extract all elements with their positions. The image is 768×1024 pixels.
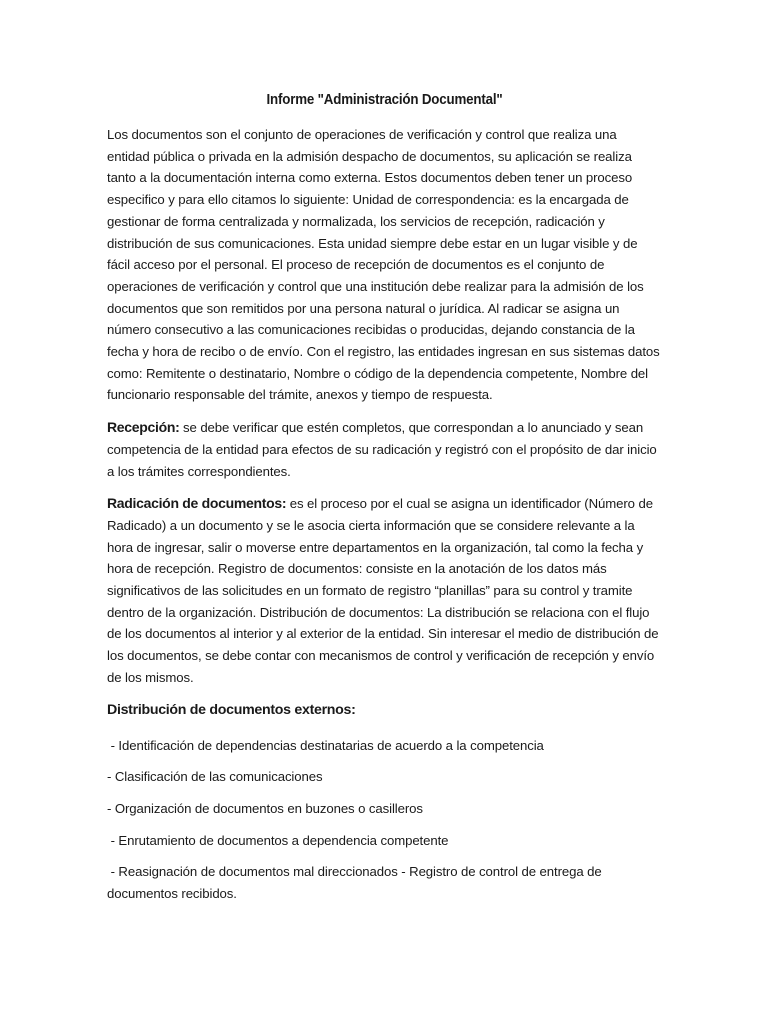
- document-title: Informe "Administración Documental": [266, 92, 503, 108]
- radicacion-text: es el proceso por el cual se asigna un identificador (Número de Radicado) a un documento y se le asocia cierta información que se considere relevante a la hora de ingresar, salir o moverse entre departamentos en la organización, tal como la fecha y hora de recepción. Registro de documentos: consiste en la anotación de los datos más significativos de las solicitudes en un formato de registro “planillas” para su control y tramite dentro de la organización. Distribución de documentos: La distribución se relaciona con el flujo de los documentos al interior y al exterior de la entidad. Sin interesar el medio de distribución de los documentos, se debe contar con mecanismos de control y verificación de recepción y envío de los mismos.: [107, 496, 659, 685]
- list-item: - Clasificación de las comunicaciones: [107, 769, 323, 785]
- document-page: [107, 92, 662, 915]
- recepcion-text: se debe verificar que estén completos, que correspondan a lo anunciado y sean competencia de la entidad para efectos de su radicación y registró con el propósito de dar inicio a los trámites correspondientes.: [107, 420, 657, 479]
- distribucion-heading: Distribución de documentos externos:: [107, 701, 356, 718]
- distribucion-list: [107, 735, 662, 905]
- recepcion-paragraph: [107, 417, 662, 482]
- radicacion-paragraph: [107, 493, 662, 688]
- list-item: - Reasignación de documentos mal direccionados - Registro de control de entrega de documentos recibidos.: [107, 864, 606, 902]
- list-item: - Identificación de dependencias destinatarias de acuerdo a la competencia: [107, 737, 544, 753]
- list-item: - Organización de documentos en buzones o casilleros: [107, 800, 423, 816]
- radicacion-label: Radicación de documentos:: [107, 495, 287, 512]
- list-item: - Enrutamiento de documentos a dependencia competente: [107, 832, 449, 848]
- intro-paragraph: Los documentos son el conjunto de operaciones de verificación y control que realiza una entidad pública o privada en la admisión despacho de documentos, su aplicación se realiza tanto a la documentación interna como externa. Estos documentos deben tener un proceso especifico y para ello citamos lo siguiente: Unidad de correspondencia: es la encargada de gestionar de forma centralizada y normalizada, los servicios de recepción, radicación y distribución de sus comunicaciones. Esta unidad siempre debe estar en un lugar visible y de fácil acceso por el personal. El proceso de recepción de documentos es el conjunto de operaciones de verificación y control que una institución debe realizar para la admisión de los documentos que son remitidos por una persona natural o jurídica. Al radicar se asigna un número consecutivo a las comunicaciones recibidas o producidas, dejando constancia de la fecha y hora de recibo o de envío. Con el registro, las entidades ingresan en sus sistemas datos como: Remitente o destinatario, Nombre o código de la dependencia competente, Nombre del funcionario responsable del trámite, anexos y tiempo de respuesta.: [107, 127, 660, 403]
- recepcion-label: Recepción:: [107, 419, 180, 436]
